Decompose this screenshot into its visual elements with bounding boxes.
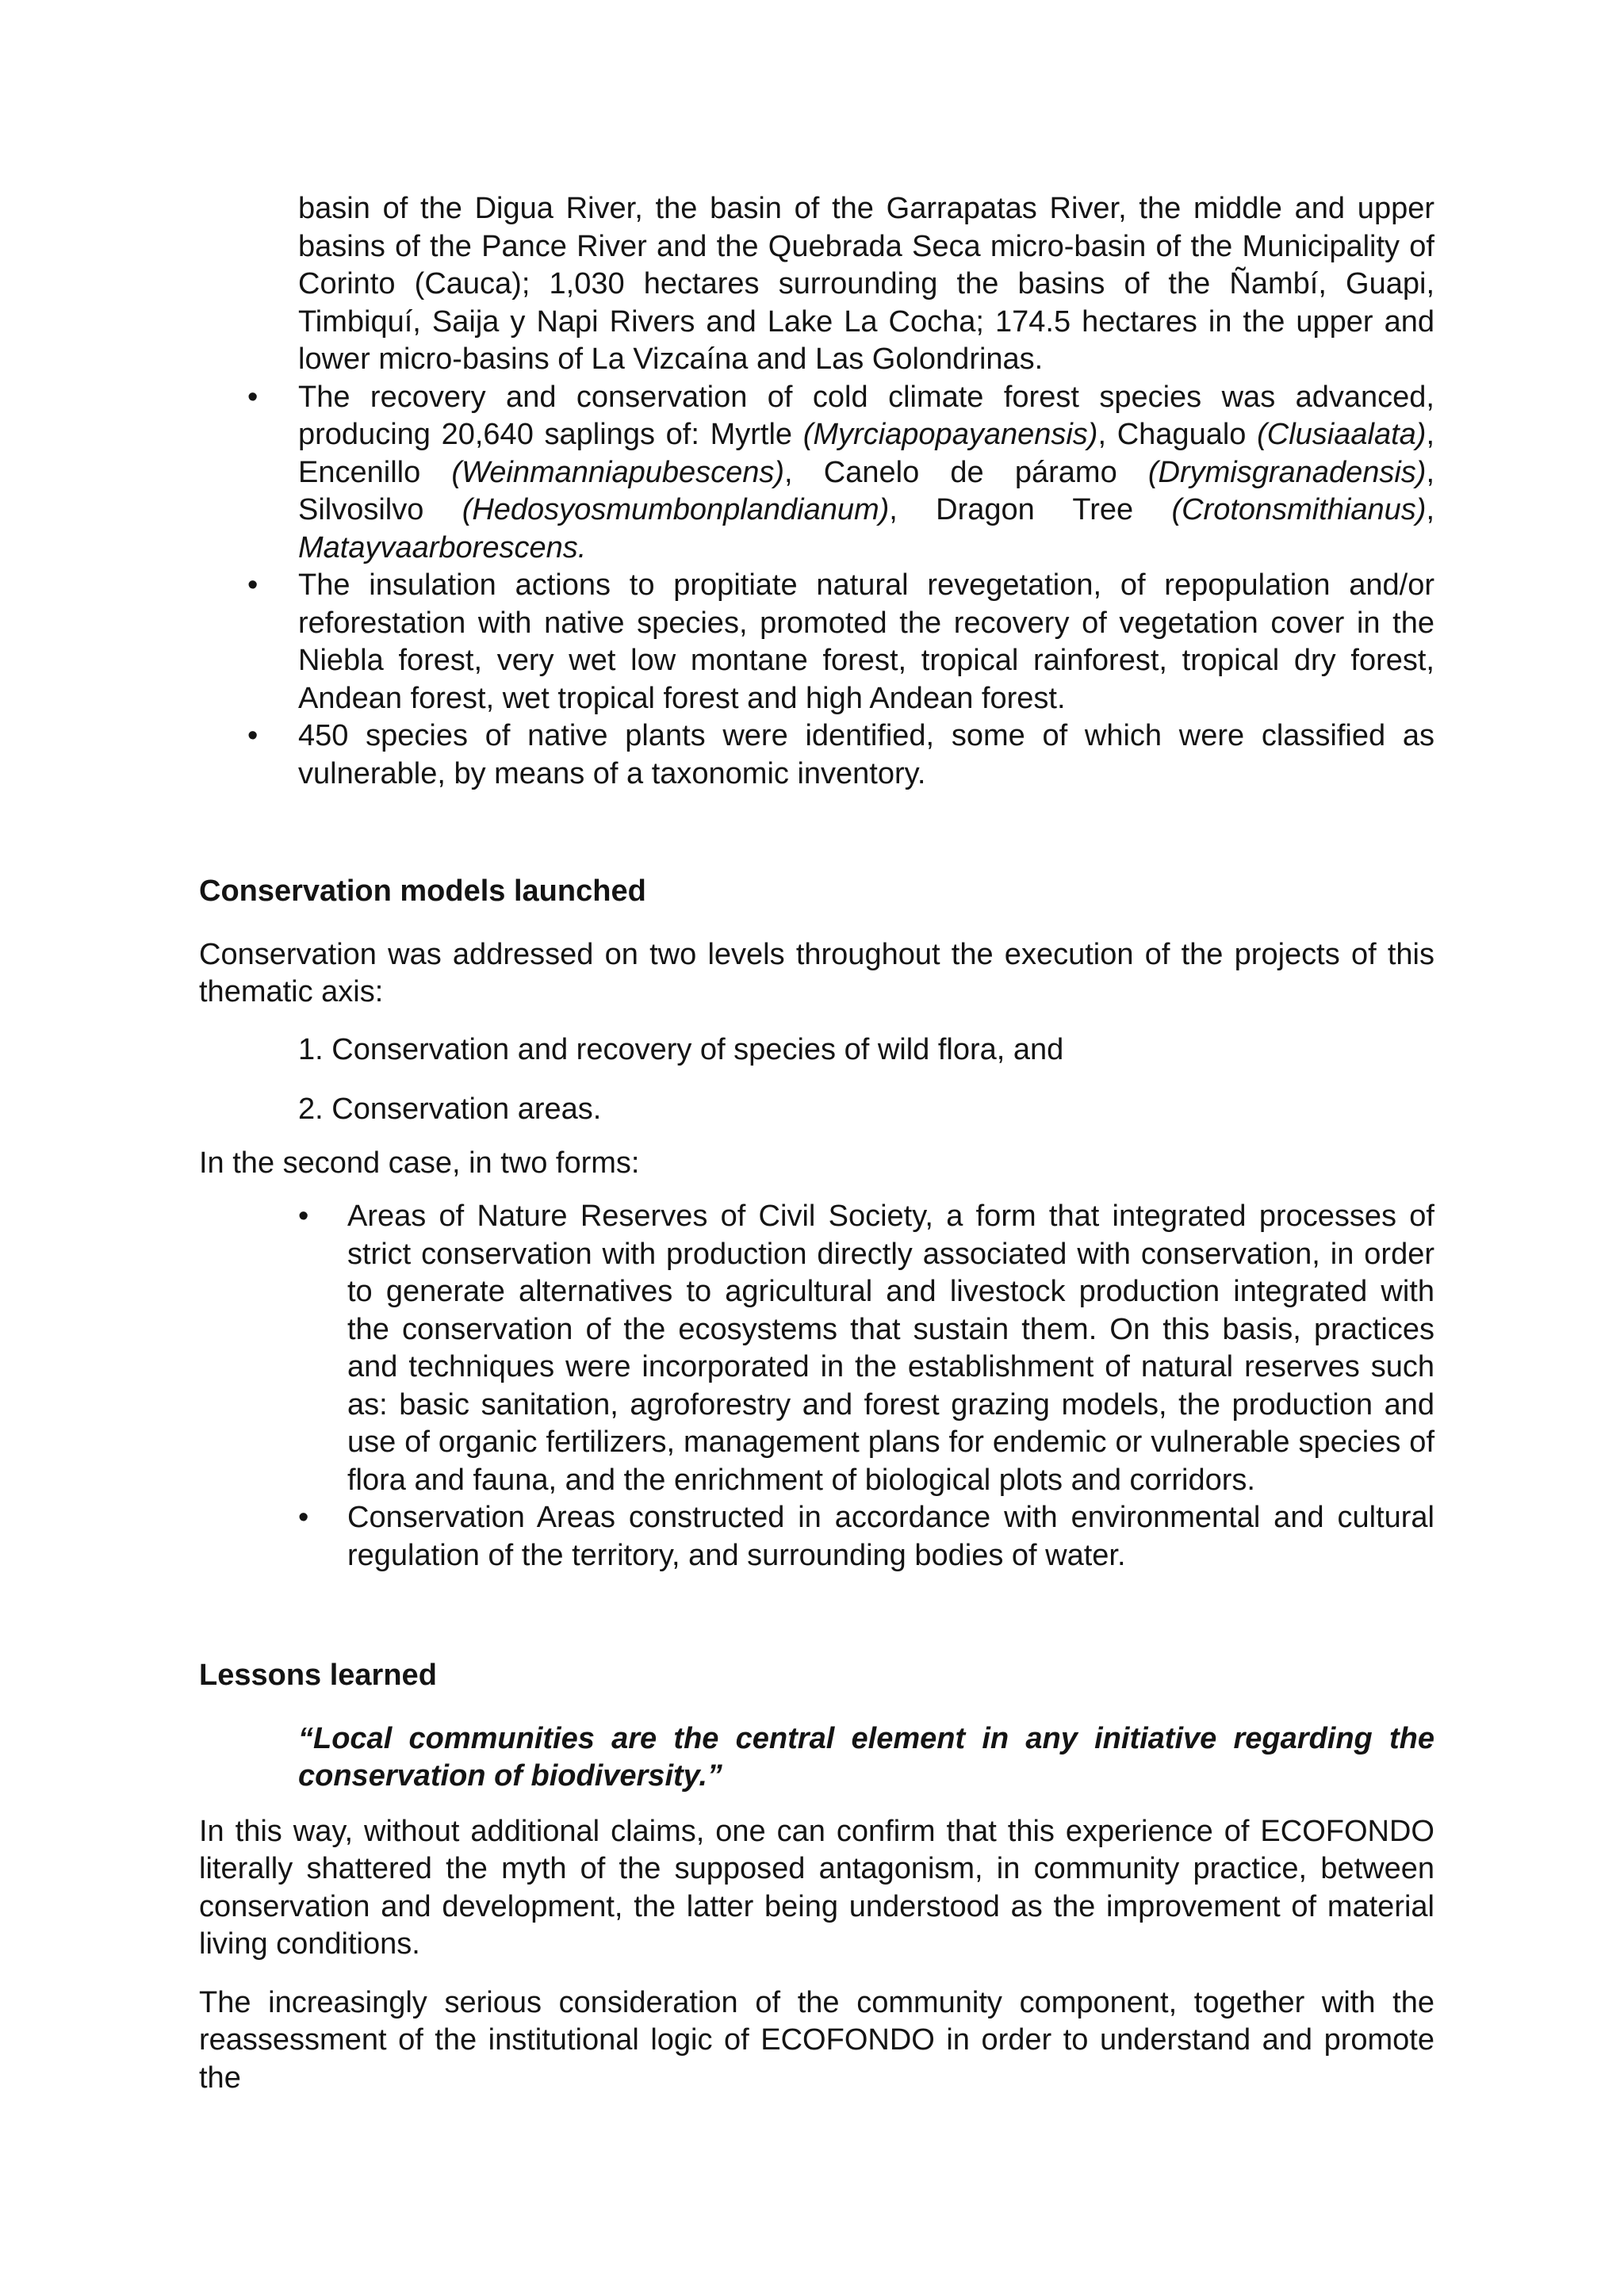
lessons-quote: “Local communities are the central element in any initiative regarding the conservation of biodiversity.” [298,1721,1434,1793]
bullet-icon: • [247,380,259,414]
bullet-icon: • [298,1200,309,1233]
species-text: , Dragon Tree [889,493,1172,526]
section-heading-conservation: Conservation models launched [199,874,646,908]
list-item [298,1198,1434,1499]
bullet-icon: • [247,568,259,602]
list-item [298,1499,1434,1575]
species-text: , Silvosilvo [298,455,1435,526]
bullet-icon: • [247,719,259,752]
results-bullet-list [247,379,1435,794]
species-latin-name: (Hedosyosmumbonplandianum) [462,493,890,526]
species-text: , [1426,493,1434,526]
forms-bullet-list [298,1198,1434,1575]
list-item [247,379,1435,568]
list-item [247,718,1434,793]
form-2-text: Conservation Areas constructed in accordance with environmental and cultural regulation of the territory, and surrounding bodies of water. [347,1501,1434,1572]
intro-bullet-block [199,190,1434,793]
numbered-item-2: 2. Conservation areas. [298,1093,602,1126]
list-item [247,567,1434,718]
lessons-paragraph-2: The increasingly serious consideration of the community component, together with the reassessment of the institutional logic of ECOFONDO in order to understand and promote the [199,1985,1434,2095]
form-1-text: Areas of Nature Reserves of Civil Society, a form that integrated processes of strict conservation with production directly associated with conservation, in order to generate alternatives to agricultural and livestock production integrated with the conservation of the ecosystems that sustain them. On this basis, practices and techniques were incorporated in the establishment of natural reserves such as: basic sanitation, agroforestry and forest grazing models, the production and use of organic fertilizers, management plans for endemic or vulnerable species of flora and fauna, and the enrichment of biological plots and corridors. [347,1200,1434,1497]
species-text: The recovery and conservation of cold climate forest species was advanced, producing 20,640 saplings of: Myrtle [298,380,1434,451]
species-latin-name: (Clusiaalata) [1257,418,1427,451]
numbered-item-1: 1. Conservation and recovery of species of wild flora, and [298,1032,1064,1066]
intro-continuation-text: basin of the Digua River, the basin of the Garrapatas River, the middle and upper basins of the Pance River and the Quebrada Seca micro-basin of the Municipality of Corinto (Cauca); 1,030 hectares surrounding the basins of the Ñambí, Guapi, Timbiquí, Saija y Napi Rivers and Lake La Cocha; 174.5 hectares in the upper and lower micro-basins of La Vizcaína and Las Golondrinas. [298,192,1434,376]
species-latin-name: Matayvaarborescens. [298,530,587,564]
document-page [199,190,1434,2097]
species-latin-name: (Crotonsmithianus) [1171,493,1427,526]
forms-bullet-block [199,1198,1434,1575]
bullet-icon: • [298,1501,309,1534]
species-text: , Chagualo [1097,418,1258,451]
insulation-text: The insulation actions to propitiate natural revegetation, of repopulation and/or reforestation with native species, promoted the recovery of vegetation cover in the Niebla forest, very wet low montane forest, tropical rainforest, tropical dry forest, Andean forest, wet tropical forest and high Andean forest. [298,568,1434,715]
second-case-text: In the second case, in two forms: [199,1146,640,1180]
conservation-intro: Conservation was addressed on two levels throughout the execution of the projects of this thematic axis: [199,937,1434,1008]
species-latin-name: (Drymisgranadensis) [1147,455,1427,489]
species-count-text: 450 species of native plants were identified, some of which were classified as vulnerable, by means of a taxonomic inventory. [298,719,1434,790]
section-heading-lessons: Lessons learned [199,1659,437,1692]
numbered-list [199,1031,1434,1129]
species-latin-name: (Weinmanniapubescens) [451,455,785,489]
species-latin-name: (Myrciapopayanensis) [802,418,1098,451]
species-text: , Canelo de páramo [784,455,1148,489]
species-text: , Encenillo [298,418,1434,489]
lessons-paragraph-1: In this way, without additional claims, one can confirm that this experience of ECOFONDO literally shattered the myth of the supposed antagonism, in community practice, between conservation and development, the latter being understood as the improvement of material living conditions. [199,1814,1434,1961]
